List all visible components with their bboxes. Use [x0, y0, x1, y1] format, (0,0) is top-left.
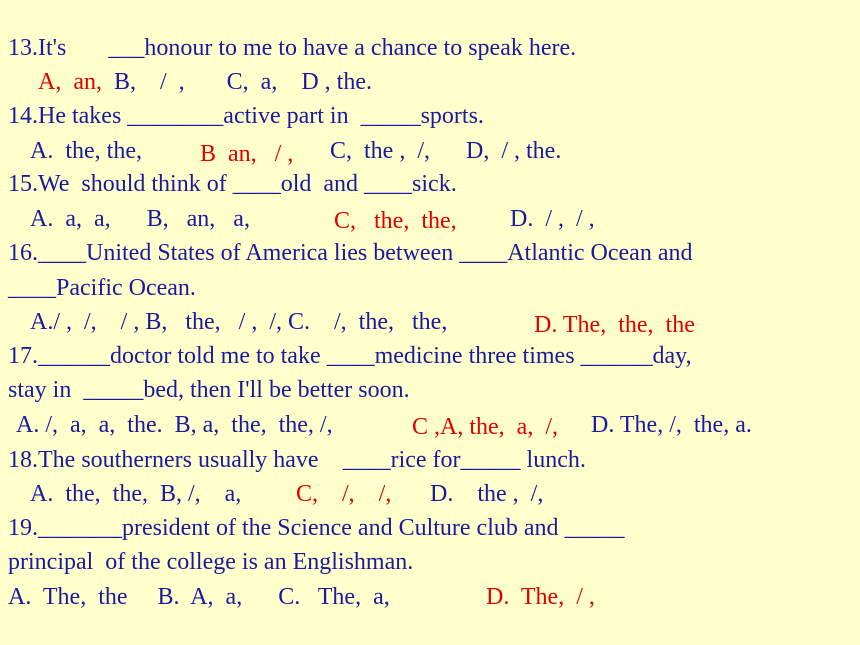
q15-correct-answer: C, the, the,: [334, 208, 457, 234]
q17-options: D. The, /, the, a.: [591, 412, 752, 438]
q17-stem-line-1: 17.______doctor told me to take ____medicine three times ______day,: [8, 343, 692, 369]
q15-stem-end: ____sick.: [364, 171, 457, 197]
q18-correct-answer: C, /, /,: [296, 481, 392, 507]
q19-option-a: A. The, the B. A, a, C. The, a,: [8, 584, 390, 610]
q14-options: C, the , /, D, / , the.: [330, 138, 562, 164]
q14-stem: 14.He takes ________active part in _____sports.: [8, 103, 484, 129]
q15-blank-1: ____: [232, 171, 281, 197]
q17-stem-line-2: stay in _____bed, then I'll be better soon.: [8, 377, 410, 403]
q14-correct-answer: B an, / ,: [200, 141, 294, 167]
q16-stem-line-2: ____Pacific Ocean.: [8, 275, 196, 301]
q14-option-a: A. the, the,: [30, 138, 142, 164]
q18-options: D. the , /,: [430, 481, 544, 507]
q15-stem-start: 15.We should think of: [8, 171, 233, 197]
q13-correct-answer: A, an,: [38, 69, 102, 95]
q16-correct-answer: D. The, the, the: [534, 312, 695, 338]
q13-answer: [38, 68, 372, 96]
q17-correct-answer: C ,A, the, a, /,: [412, 414, 558, 440]
q19-stem-line-1: 19._______president of the Science and Culture club and _____: [8, 515, 625, 541]
q15-stem-middle: old and: [280, 171, 365, 197]
q16-options: A./ , /, / , B, the, / , /, C. /, the, the,: [30, 309, 448, 335]
q16-stem-line-1: 16.____United States of America lies between ____Atlantic Ocean and: [8, 240, 693, 266]
q15-option-a: A. a, a, B, an, a,: [30, 206, 250, 232]
q13-options: B, / , C, a, D , the.: [101, 69, 372, 95]
q15-options: D. / , / ,: [510, 206, 595, 232]
q15-stem: [8, 170, 457, 198]
q18-stem: 18.The southerners usually have ____rice for_____ lunch.: [8, 447, 586, 473]
q13-stem: 13.It's ___honour to me to have a chance to speak here.: [8, 35, 577, 61]
q19-correct-answer: D. The, / ,: [486, 584, 595, 610]
q19-stem-line-2: principal of the college is an Englishman.: [8, 549, 414, 575]
q18-option-a: A. the, the, B, /, a,: [30, 481, 242, 507]
q17-option-a: A. /, a, a, the. B, a, the, the, /,: [16, 412, 333, 438]
